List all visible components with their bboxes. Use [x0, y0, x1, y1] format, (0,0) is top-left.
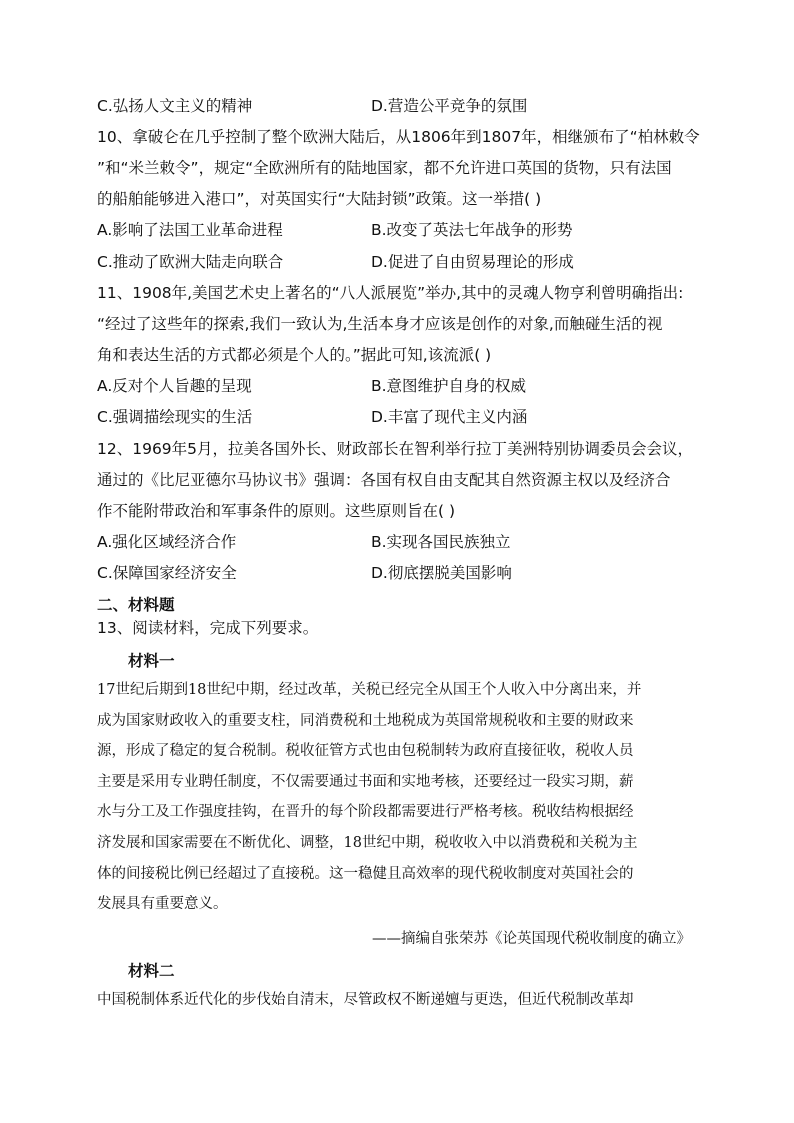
q10-stem-line-1: 10、拿破仑在几乎控制了整个欧洲大陆后，从1806年到1807年，相继颁布了“柏林敕令 — [97, 128, 700, 146]
q12-stem-line-2: 通过的《比尼亚德尔马协议书》强调：各国有权自由支配其自然资源主权以及经济合 — [97, 471, 671, 489]
q11-option-b: B.意图维护自身的权威 — [371, 377, 527, 395]
q9-option-c: C.弘扬人文主义的精神 — [97, 97, 253, 115]
q11-option-c: C.强调描绘现实的生活 — [97, 408, 253, 426]
q10-stem-line-3: 的船舶能够进入港口”，对英国实行“大陆封锁”政策。这一举措( ) — [97, 190, 542, 208]
material-2-title: 材料二 — [128, 961, 175, 980]
q10-stem-line-2: ”和“米兰敕令”，规定“全欧洲所有的陆地国家，都不允许进口英国的货物，只有法国 — [97, 159, 672, 177]
q11-stem-line-1: 11、1908年,美国艺术史上著名的“八人派展览”举办,其中的灵魂人物亨利曾明确指出: — [97, 284, 684, 302]
q12-stem-line-3: 作不能附带政治和军事条件的原则。这些原则旨在( ) — [97, 502, 456, 520]
section-heading: 二、材料题 — [97, 596, 175, 614]
material-1-line: 源，形成了稳定的复合税制。税收征管方式也由包税制转为政府直接征收，税收人员 — [97, 743, 634, 760]
q11-stem-line-3: 角和表达生活的方式都必须是个人的。”据此可知,该流派( ) — [97, 346, 492, 364]
material-1-line: 主要是采用专业聘任制度，不仅需要通过书面和实地考核，还要经过一段实习期，薪 — [97, 773, 634, 790]
q11-option-a: A.反对个人旨趣的呈现 — [97, 377, 252, 395]
material-1-body — [97, 675, 691, 920]
material-1-line: 成为国家财政收入的重要支柱，同消费税和土地税成为英国常规税收和主要的财政来 — [97, 712, 634, 729]
material-1-line: 发展具有重要意义。 — [97, 896, 228, 913]
q12-option-a: A.强化区域经济合作 — [97, 533, 237, 551]
material-2-line: 中国税制体系近代化的步伐始自清末，尽管政权不断递嬗与更迭，但近代税制改革却 — [97, 992, 634, 1008]
material-1-source: ——摘编自张荣苏《论英国现代税收制度的确立》 — [372, 931, 691, 947]
q10-option-b: B.改变了英法七年战争的形势 — [371, 221, 573, 239]
q13-prompt: 13、阅读材料，完成下列要求。 — [97, 619, 319, 637]
q12-option-b: B.实现各国民族独立 — [371, 533, 511, 551]
material-1-title: 材料一 — [128, 651, 175, 670]
material-1-line: 水与分工及工作强度挂钩，在晋升的每个阶段都需要进行严格考核。税收结构根据经 — [97, 804, 634, 821]
material-1-line: 体的间接税比例已经超过了直接税。这一稳健且高效率的现代税收制度对英国社会的 — [97, 865, 634, 882]
q12-option-c: C.保障国家经济安全 — [97, 564, 237, 582]
q12-option-d: D.彻底摆脱美国影响 — [371, 564, 512, 582]
q9-option-d: D.营造公平竞争的氛围 — [371, 97, 528, 115]
q12-stem-line-1: 12、1969年5月，拉美各国外长、财政部长在智利举行拉丁美洲特别协调委员会会议， — [97, 440, 694, 458]
q10-option-d: D.促进了自由贸易理论的形成 — [371, 253, 574, 271]
q10-option-c: C.推动了欧洲大陆走向联合 — [97, 253, 284, 271]
q11-option-d: D.丰富了现代主义内涵 — [371, 408, 528, 426]
q11-stem-line-2: “经过了这些年的探索,我们一致认为,生活本身才应该是创作的对象,而触碰生活的视 — [97, 315, 663, 333]
q10-option-a: A.影响了法国工业革命进程 — [97, 221, 283, 239]
material-2-body — [97, 985, 691, 1016]
material-1-line: 17世纪后期到18世纪中期，经过改革，关税已经完全从国王个人收入中分离出来，并 — [97, 682, 642, 698]
material-1-line: 济发展和国家需要在不断优化、调整，18世纪中期，税收收入中以消费税和关税为主 — [97, 834, 638, 851]
